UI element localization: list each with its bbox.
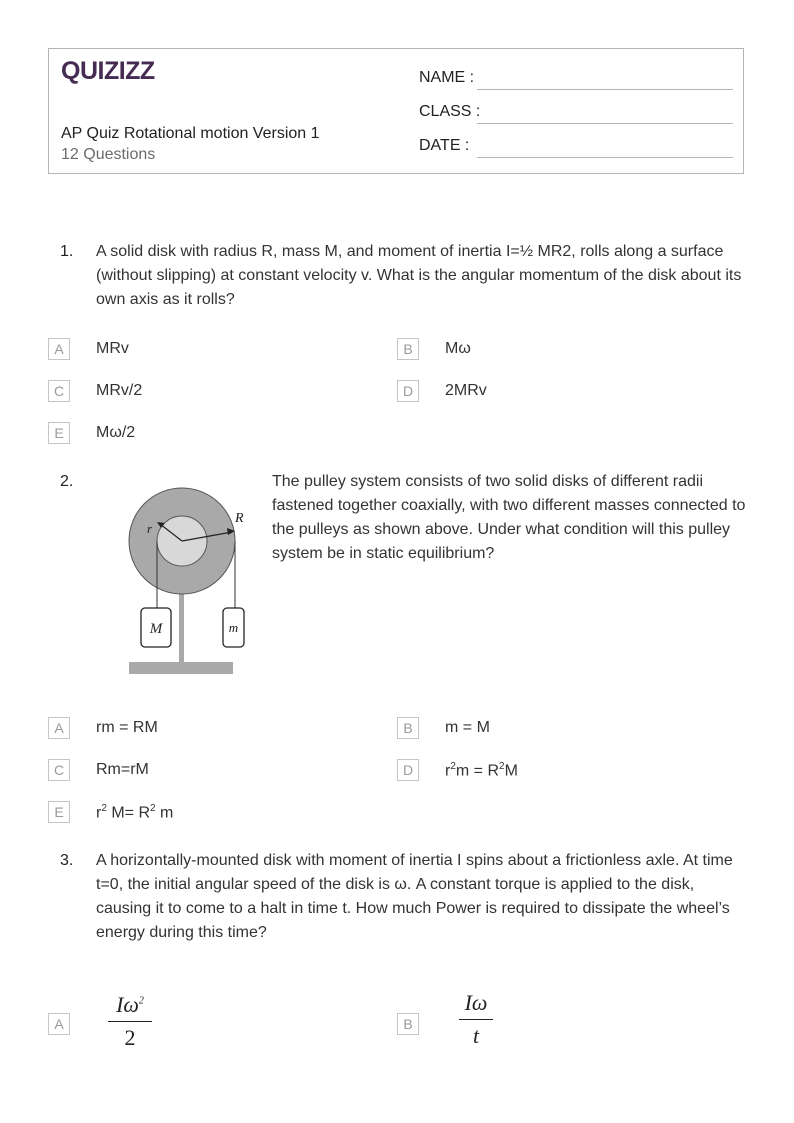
q2-option-e-part-tail: m: [155, 804, 174, 822]
question-1-number: 1.: [60, 243, 74, 260]
q3-option-a-exponent: 2: [138, 995, 144, 1007]
q1-option-c-text[interactable]: MRv/2: [96, 382, 143, 399]
date-label: DATE :: [419, 137, 470, 154]
q3-option-a-denominator: 2: [124, 1025, 136, 1050]
q3-option-a-numerator: [108, 992, 152, 1018]
q1-option-d-letter[interactable]: D: [397, 380, 419, 402]
q1-option-a-text[interactable]: MRv: [96, 340, 129, 357]
q2-option-a-text[interactable]: rm = RM: [96, 719, 158, 736]
q1-option-b-text[interactable]: Mω: [445, 340, 471, 357]
quizizz-logo: QUIZIZZ: [61, 57, 155, 85]
q3-option-a-letter[interactable]: A: [48, 1013, 70, 1035]
class-line[interactable]: [477, 123, 733, 124]
q3-option-a-fraction-bar: [108, 1021, 152, 1022]
q2-option-d-part-mid: m = R: [455, 762, 500, 780]
q2-option-e-text[interactable]: [96, 803, 173, 822]
question-3-number: 3.: [60, 852, 74, 869]
q1-option-a-letter[interactable]: A: [48, 338, 70, 360]
name-line[interactable]: [477, 89, 733, 90]
q2-option-c-letter[interactable]: C: [48, 759, 70, 781]
pulley-diagram: [120, 478, 260, 680]
q2-option-e-letter[interactable]: E: [48, 801, 70, 823]
q2-option-e-part-mid: M= R: [106, 804, 151, 822]
q1-option-b-letter[interactable]: B: [397, 338, 419, 360]
q3-option-b-fraction[interactable]: [459, 990, 493, 1049]
q3-option-b-fraction-bar: [459, 1019, 493, 1020]
question-3-text: A horizontally-mounted disk with moment of inertia I spins about a frictionless axle. At time t=0, the initial angular speed of the disk is ω. A constant torque is applied to the disk, causing it to come to a halt in time t. How much Power is required to dissipate the wheel’s energy during this time?: [96, 852, 733, 941]
q2-option-d-part-tail: M: [504, 762, 518, 780]
q1-option-c-letter[interactable]: C: [48, 380, 70, 402]
q2-option-e-exp: 2: [101, 803, 107, 814]
q3-option-a-num-text: Iω: [116, 992, 139, 1017]
question-2-number: 2.: [60, 473, 74, 490]
q1-option-e-text[interactable]: Mω/2: [96, 424, 136, 441]
q2-option-d-part-r: r: [445, 762, 451, 780]
q2-option-e-exp2: 2: [150, 803, 156, 814]
worksheet-header: [48, 48, 744, 174]
q2-option-d-exp: 2: [450, 761, 456, 772]
class-label: CLASS :: [419, 103, 481, 120]
name-label: NAME :: [419, 69, 475, 86]
question-2-text: The pulley system consists of two solid disks of different radii fastened together coaxially, with two different masses connected to the pulleys as shown above. Under what condition will this pulley system be in static equilibrium?: [272, 473, 746, 562]
q3-option-b-numerator: Iω: [464, 990, 488, 1015]
q3-option-b-letter[interactable]: B: [397, 1013, 419, 1035]
q1-option-e-letter[interactable]: E: [48, 422, 70, 444]
q2-option-b-letter[interactable]: B: [397, 717, 419, 739]
pulley-stand: [179, 590, 184, 664]
q2-option-a-letter[interactable]: A: [48, 717, 70, 739]
large-radius-label: R: [235, 511, 244, 526]
quiz-title: AP Quiz Rotational motion Version 1: [61, 125, 320, 142]
q3-option-b-denominator: t: [472, 1023, 480, 1048]
q2-option-e-part-r: r: [96, 804, 102, 822]
q2-option-d-exp2: 2: [499, 761, 505, 772]
left-mass-label: M: [149, 621, 163, 637]
small-radius-label: r: [147, 521, 153, 536]
date-line[interactable]: [477, 157, 733, 158]
q1-option-d-text[interactable]: 2MRv: [445, 382, 487, 399]
question-1-text: A solid disk with radius R, mass M, and moment of inertia I=½ MR2, rolls along a surface (without slipping) at constant velocity v. What is the angular momentum of the disk about its own axis as it rolls?: [96, 243, 742, 308]
question-count: 12 Questions: [61, 146, 156, 163]
q2-option-c-text[interactable]: Rm=rM: [96, 761, 149, 778]
q3-option-a-fraction[interactable]: [108, 992, 152, 1051]
right-mass-label: m: [228, 620, 239, 635]
q2-option-d-text[interactable]: [445, 761, 518, 780]
q2-option-d-letter[interactable]: D: [397, 759, 419, 781]
q2-option-b-text[interactable]: m = M: [445, 719, 490, 736]
